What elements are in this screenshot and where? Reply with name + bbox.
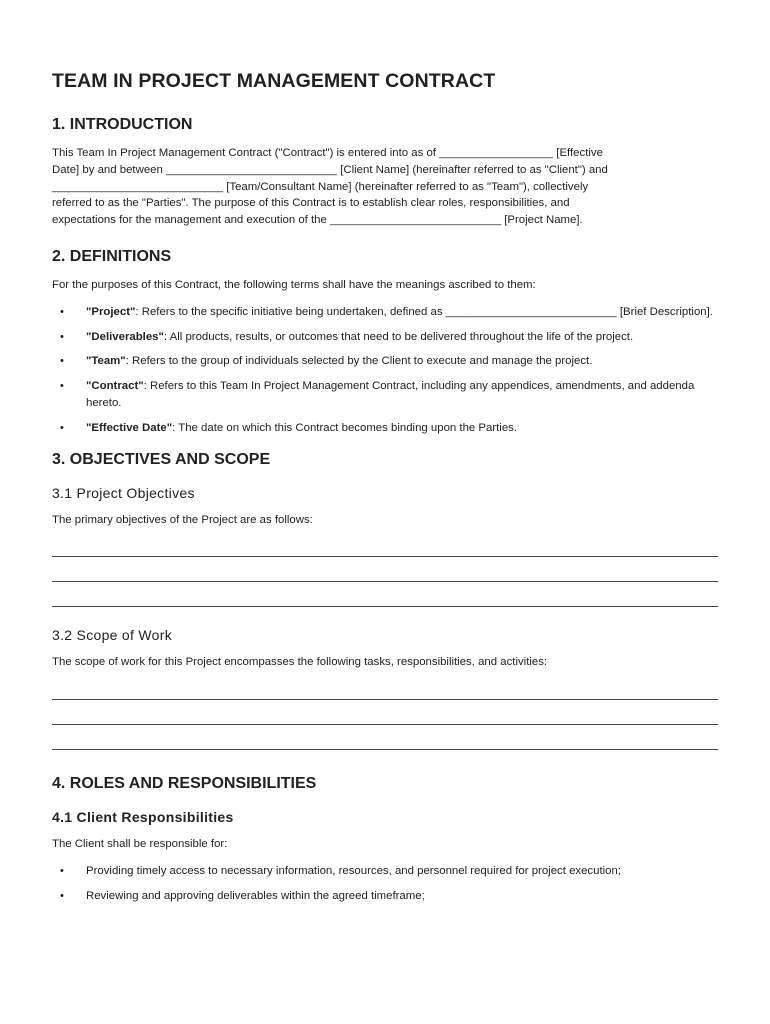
- bullet-icon: •: [60, 355, 64, 368]
- definition-text: : Refers to the group of individuals selected by the Client to execute and manage the project.: [125, 355, 593, 368]
- intro-paragraph: [52, 145, 718, 229]
- definition-term: "Project": [86, 305, 136, 318]
- intro-line: Date] by and between ___________________________ [Client Name] (hereinafter referred to as "Client") and: [52, 163, 608, 176]
- list-item: [52, 420, 718, 437]
- bullet-icon: •: [60, 380, 64, 393]
- list-item-text: Reviewing and approving deliverables within the agreed timeframe;: [86, 889, 425, 902]
- definition-term: "Effective Date": [86, 421, 173, 434]
- intro-line: ___________________________ [Team/Consultant Name] (hereinafter referred to as "Team"), collectively: [52, 180, 589, 193]
- list-item: [52, 304, 718, 321]
- bullet-icon: •: [60, 421, 64, 434]
- definition-term: "Contract": [86, 380, 144, 393]
- list-item: [52, 863, 718, 880]
- list-item: [52, 329, 718, 346]
- client-resp-list: [52, 863, 718, 905]
- blank-line: [52, 538, 718, 563]
- subsection-heading: 3.1 Project Objectives: [52, 484, 195, 501]
- section-heading: 4. ROLES AND RESPONSIBILITIES: [52, 775, 317, 793]
- list-item: [52, 353, 718, 370]
- bullet-icon: •: [60, 864, 64, 877]
- subsection-heading: 3.2 Scope of Work: [52, 627, 173, 644]
- definition-text: : All products, results, or outcomes that need to be delivered throughout the life of the project.: [163, 330, 634, 343]
- blank-line: [52, 681, 718, 706]
- section-introduction: [52, 116, 718, 229]
- client-resp-intro: The Client shall be responsible for:: [52, 838, 228, 851]
- section-objectives-scope: [52, 451, 718, 757]
- section-heading: 1. INTRODUCTION: [52, 116, 193, 133]
- scope-blank-lines: [52, 681, 718, 756]
- definitions-list: [52, 304, 718, 437]
- section-definitions: [52, 248, 718, 437]
- intro-line: This Team In Project Management Contract ("Contract") is entered into as of __________________ [Effective: [52, 147, 603, 159]
- blank-line: [52, 588, 718, 613]
- definition-term: "Deliverables": [86, 330, 164, 343]
- section-heading: 2. DEFINITIONS: [52, 247, 172, 265]
- subsection-heading: 4.1 Client Responsibilities: [52, 809, 234, 826]
- section-roles: [52, 775, 718, 904]
- intro-line: expectations for the management and execution of the ___________________________ [Project Name].: [52, 214, 583, 227]
- bullet-icon: •: [60, 889, 64, 902]
- section-heading: 3. OBJECTIVES AND SCOPE: [52, 450, 271, 468]
- blank-line: [52, 706, 718, 731]
- objectives-intro: The primary objectives of the Project are as follows:: [52, 513, 313, 526]
- blank-line: [52, 563, 718, 588]
- definition-text: : Refers to the specific initiative being undertaken, defined as ___________________________ [Brief Description].: [135, 305, 713, 318]
- definition-text: : Refers to this Team In Project Management Contract, including any appendices, amendments, and addenda hereto.: [86, 380, 695, 409]
- list-item-text: Providing timely access to necessary information, resources, and personnel required for project execution;: [86, 864, 621, 877]
- intro-line: referred to as the "Parties". The purpose of this Contract is to establish clear roles, responsibilities, and: [52, 197, 570, 210]
- list-item: [52, 888, 718, 905]
- definition-text: : The date on which this Contract becomes binding upon the Parties.: [172, 421, 518, 434]
- bullet-icon: •: [60, 330, 64, 343]
- bullet-icon: •: [60, 305, 64, 318]
- blank-line: [52, 731, 718, 756]
- definition-term: "Team": [86, 355, 126, 368]
- scope-intro: The scope of work for this Project encompasses the following tasks, responsibilities, and activities:: [52, 656, 548, 669]
- definitions-intro: For the purposes of this Contract, the following terms shall have the meanings ascribed to them:: [52, 278, 536, 291]
- list-item: [52, 378, 718, 412]
- document-title: TEAM IN PROJECT MANAGEMENT CONTRACT: [52, 70, 496, 92]
- objectives-blank-lines: [52, 538, 718, 613]
